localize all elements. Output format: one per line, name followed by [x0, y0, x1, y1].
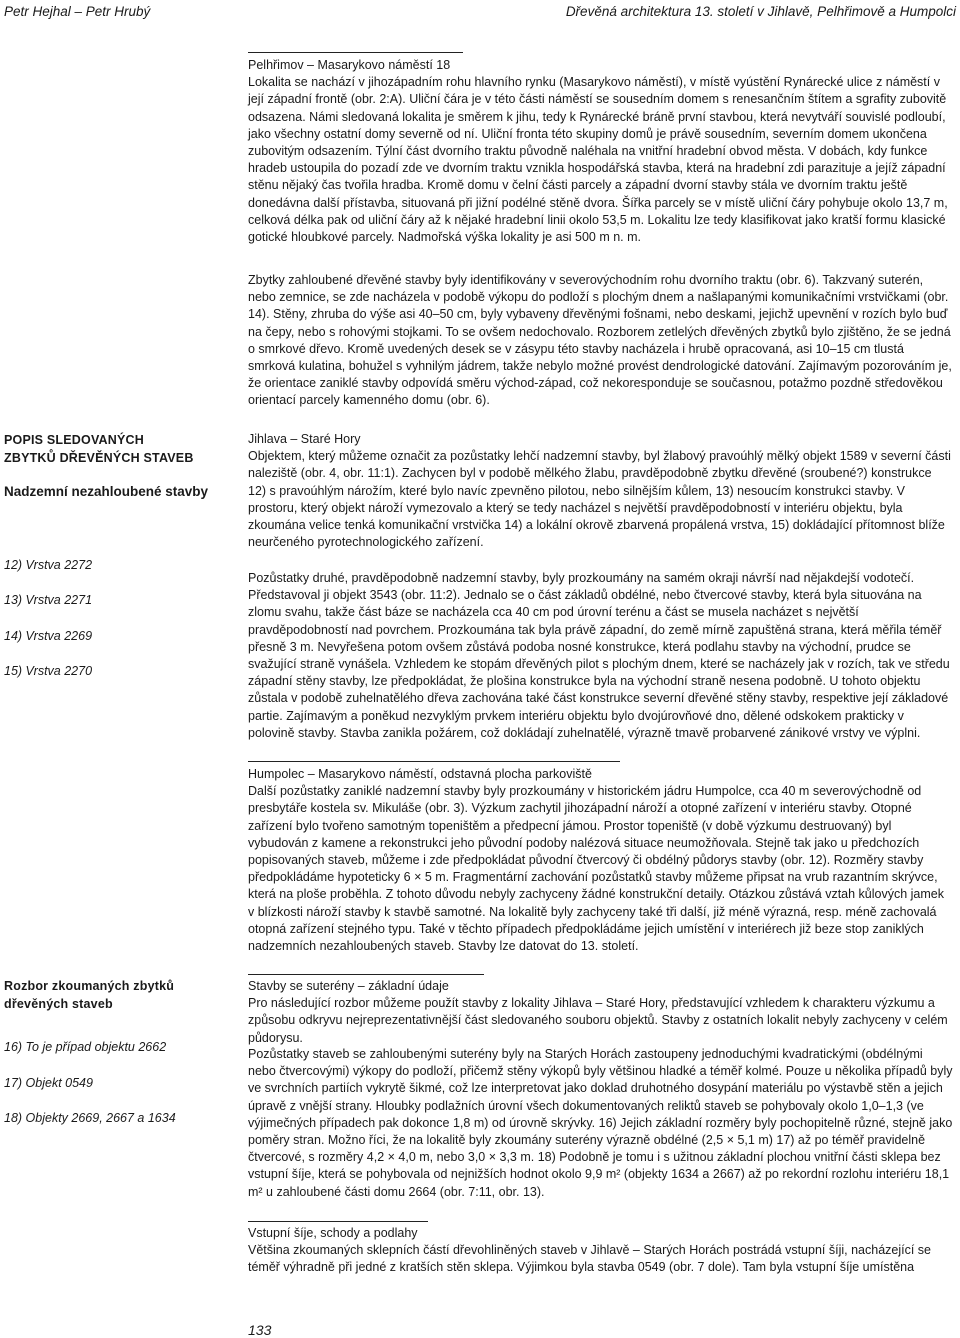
- sidebar-heading: POPIS SLEDOVANÝCH: [4, 433, 144, 447]
- paragraph: Pro následující rozbor můžeme použít stavby z lokality Jihlava – Staré Hory, představující vzhledem k charakteru výzkumu a způsobu odkryvu nejreprezentativnější část sledovaného souboru objektů. Stavby z ostatních lokalit nebyly zachyceny v celém půdorysu.: [248, 996, 948, 1045]
- section-suterene-cont: [248, 1046, 953, 1201]
- paragraph: Zbytky zahloubené dřevěné stavby byly identifikovány v severovýchodním rohu dvorního traktu (obr. 6). Takzvaný suterén, nebo zemnice, se zde nacházela v podobě výkopu do podloží s plochým dnem a našlapanými komunikačními vrstvičkami (obr. 14). Stěny, zhruba do výše asi 40–50 cm, byly vybaveny dřevěnými fošnami, nebo deskami, jejichž upevnění v rozích bylo buď na čepy, nebo s rohovými stojkami. To se ovšem nedochovalo. Rozborem zetlelých dřevěných zbytků bylo zjištěno, že se jedná o smrkové dřevo. Kromě uvedených desek se v zásypu této stavby nacházela i hrubě opracovaná, asi 10–15 cm tlustá smrková kulatina, bohužel s vyhnilým jádrem, takže nebylo možné provést dendrologické datování. Zajímavým pozorováním je, že orientace zaniklé stavby odpovídá směru východ-západ, což nekoresponduje se současnou, potažmo pozdně středověkou orientací parcely kamenného domu (obr. 6).: [248, 273, 952, 408]
- sidebar-heading: dřevěných staveb: [4, 996, 113, 1011]
- footnote-item: 16) To je případ objektu 2662: [4, 1040, 167, 1054]
- section-jihlava: [248, 431, 953, 551]
- paragraph: Pozůstatky staveb se zahloubenými suterény byly na Starých Horách zastoupeny jednoduchými kvadratickými (obdélnými nebo čtvercovými) výkopy do podloží, přičemž stěny výkopů byly většinou hladké a téměř kolmé. Pouze u několika případů byly ve svrchních partiích vykrytě šikmé, což lze interpretovat jako doklad druhotného dosypání materiálu po výstavbě stěn a jejich úpravě z vnější strany. Hloubky podlažních úrovní všech dokumentovaných reliktů staveb se pohybovaly okolo 1,0–1,3 (ve výjimečných případech pak dokonce 1,8 m) od úrovně skrývky. 16) Jejich základní rozměry byly pochopitelně různé, stejně jako poměry stran. Možno říci, že na lokalitě byly zkoumány suterény výrazně obdélné (2,5 × 5,1 m) 17) až po téměř pravidelně čtvercové, s rozměry 4,2 × 4,0 m, nebo 3,0 × 3,3 m. 18) Podobně je tomu i s užitnou základní plochou vnitřní části sklepa bez vstupní šíje, která se pohybovala od nejnižších hodnot okolo 9,9 m² (objekty 1634 a 2667) až po rekordní rozlohu interiéru 18,1 m² u zahloubené části domu 2664 (obr. 7:11, obr. 13).: [248, 1047, 953, 1199]
- section-jihlava-cont: [248, 570, 953, 742]
- section-humpolec: [248, 766, 953, 955]
- sidebar-subheading: Nadzemní nezahloubené stavby: [4, 484, 209, 499]
- sidebar-heading: ZBYTKŮ DŘEVĚNÝCH STAVEB: [4, 450, 194, 465]
- sidebar-notes-1: [4, 432, 229, 681]
- section-title: Humpolec – Masarykovo náměstí, odstavná plocha parkoviště: [248, 767, 592, 781]
- section-rule: [248, 52, 463, 53]
- footnote-item: 17) Objekt 0549: [4, 1075, 93, 1090]
- section-pelhrimov-cont: [248, 272, 953, 410]
- section-rule: [248, 1221, 428, 1222]
- footnote-item: 18) Objekty 2669, 2667 a 1634: [4, 1111, 176, 1125]
- section-title: Stavby se suterény – základní údaje: [248, 979, 449, 993]
- paragraph: Lokalita se nachází v jihozápadním rohu hlavního rynku (Masarykovo náměstí), v místě vyústění Rynárecké ulice z náměstí v její západní frontě (obr. 2:A). Uliční čára je v této části náměstí se sousedním domem s renesančním štítem a sgrafity zubovitě odsazena. Námi sledovaná lokalita je směrem k jihu, tedy k Rynárecké bráně první stavbou, která nevytváří souvislé podloubí, jako všechny ostatní domy severně od ní. Uliční fronta této skupiny domů je právě sousedním, severním domem ukončena zubovitým odsazením. Týlní část dvorního traktu původně naléhala na vnitřní hradební obvod města. V dobách, kdy funkce hradeb ustoupila do pozadí zde ve dvorním traktu vznikla hospodářská stavba, která na hradební zdi parazituje a jejíž západní stěnu nějaký čas tvořila hradba. Kromě domu v čelní části parcely a západní dvorní stavby stála ve dvorním traktu ještě donedávna další přístavba, situovaná při jižní podélné stěně dvora. Šířka parcely se v místě uliční čáry pohybuje okolo 13,7 m, celková délka pak od uliční čáry až k nějaké hradební linii okolo 53,5 m. Lokalitu lze tedy klasifikovat jako kratší formu klasické gotické hloubkové parcely. Nadmořská výška lokality je asi 500 m n. m.: [248, 75, 948, 245]
- footnote-item: 12) Vrstva 2272: [4, 557, 93, 572]
- footnote-item: 13) Vrstva 2271: [4, 593, 93, 607]
- paragraph: Objektem, který můžeme označit za pozůstatky lehčí nadzemní stavby, byl žlabový pravoúhlý mělký objekt 1589 v severní části naleziště (obr. 4, obr. 11:1). Zachycen byl v podobě mělkého žlabu, pravděpodobně zbytku dřevěné (sroubené?) konstrukce 12) s pravoúhlým nárožím, které bylo navíc zpevněno pilotou, nebo silnějším kůlem, 13) nesoucím konstrukci stavby. V prostoru, který objekt nároží vymezovalo a který se tedy nacházel s největší pravděpodobností v interiéru objektu, byla zkoumána velice tenká komunikační vrstvička 14) a lokální okrově zbarvená propálená vrstva, 15) dokládající přítomnost blíže neurčeného pyrotechnologického zařízení.: [248, 449, 951, 550]
- section-pelhrimov: [248, 57, 953, 246]
- running-header-book-title: Dřevěná architektura 13. století v Jihlavě, Pelhřimově a Humpolci: [565, 4, 956, 19]
- sidebar-notes-2: [4, 978, 229, 1128]
- section-vstupni: [248, 1225, 953, 1277]
- section-title: Pelhřimov – Masarykovo náměstí 18: [248, 58, 451, 72]
- footnote-item: 14) Vrstva 2269: [4, 628, 93, 643]
- section-title: Vstupní šíje, schody a podlahy: [248, 1226, 418, 1240]
- page-number: 133: [248, 1322, 272, 1338]
- paragraph: Pozůstatky druhé, pravděpodobně nadzemní stavby, byly prozkoumány na samém okraji návrší nad nějakdejší vodotečí. Představoval ji objekt 3543 (obr. 11:2). Jednalo se o část základů obdélné, nebo čtvercové stavby, která byla situována na zlomu svahu, takže část báze se nacházela cca 40 cm pod úrovní terénu a část se musela nacházet s největší pravděpodobností nad povrchem. Prozkoumána tak byla právě západní, do země mírně zapuštěná strana, která měřila téměř přesně 3 m. Nevyřešena potom ovšem zůstává podoba nosné konstrukce, která podlahu stavby na východní, prudce se svažující straně vynášela. Vzhledem ke stopám dřevěných pilot s plochým dnem, které se nacházely jak v rozích, tak ve středu západní stěny stavby, lze předpokládat, že plošina konstrukce byla na východní straně nesena podobně. U tohoto objektu zůstala v podobě zuhelnatělého dřeva zachována také část konstrukce severní dřevěné stěny stavby, respektive její základové partie. Zajímavým a poněkud nezvyklým prvkem interiéru objektu bylo dvojúrovňové dno, dělené odskokem prakticky v polovině stavby. Stavba zanikla požárem, což dokládají zuhelnatělé, výrazně tmavě probarvené zánikové vrstvy ve výplni.: [248, 571, 950, 740]
- sidebar-heading: Rozbor zkoumaných zbytků: [4, 979, 175, 993]
- section-suterene: [248, 978, 953, 1047]
- section-rule: [248, 974, 484, 975]
- footnote-item: 15) Vrstva 2270: [4, 664, 93, 678]
- section-rule: [248, 761, 620, 762]
- running-header-authors: Petr Hejhal – Petr Hrubý: [4, 4, 151, 19]
- paragraph: Další pozůstatky zaniklé nadzemní stavby byly prozkoumány v historickém jádru Humpolce, cca 40 m severovýchodně od presbytáře kostela sv. Mikuláše (obr. 3). Výzkum zachytil jihozápadní nároží a otopné zařízení v interiéru stavby. Otopné zařízení bylo tvořeno samotným topeništěm a předpecní jámou. Prostor topeniště (v době výzkumu destruovaný) byl vybudován z kamene a rekonstrukci jeho původní podoby nalézová situace neumožňovala. Stejně tak jako u předchozích popisovaných staveb, můžeme i zde předpokládat původní čtvercový či obdélný půdorys stavby (obr. 12). Rozměry stavby předpokládáme hypoteticky 6 × 5 m. Fragmentární zachování pozůstatků stavby můžeme připsat na vrub razantním skrývce, která na ploše proběhla. Z tohoto důvodu nebyly zachyceny žádné konstrukční detaily. Otázkou zůstává vztah kůlových jamek v blízkosti nároží stavby k stavbě samotné. Na lokalitě byly zachyceny také tři další, již méně výrazná, resp. méně zachovalá otopná zařízení stejného typu. Také v těchto případech předpokládáme jejich umístění v interiérech již beze stop zaniklých nadzemních nezahloubených staveb. Stavby lze datovat do 13. století.: [248, 784, 944, 954]
- section-title: Jihlava – Staré Hory: [248, 432, 361, 446]
- paragraph: Většina zkoumaných sklepních částí dřevohliněných staveb v Jihlavě – Starých Horách postrádá vstupní šíji, nacházející se téměř výhradně při jedné z kratších stěn sklepa. Výjimkou byla stavba 0549 (obr. 7 dole). Tam byla vstupní šíje umístěna: [248, 1243, 931, 1275]
